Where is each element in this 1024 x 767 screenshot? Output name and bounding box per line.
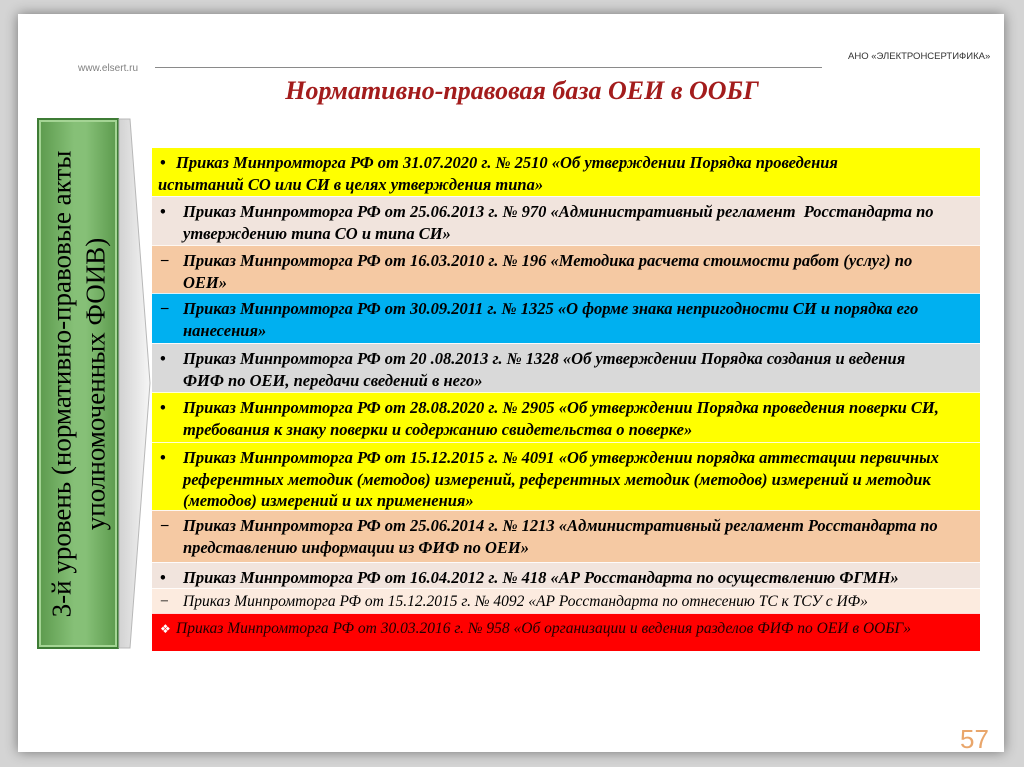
order-text-line: Приказ Минпромторга РФ от 30.09.2011 г. № 1325 «О форме знака непригодности СИ и порядка его [183, 299, 919, 318]
order-text [152, 250, 980, 293]
org-name: АНО «ЭЛЕКТРОНСЕРТИФИКА» [848, 51, 991, 62]
page-number: 57 [960, 724, 989, 754]
level-label-line: 3-й уровень (нормативно-правовые акты [46, 150, 76, 617]
order-text-line: Приказ Минпромторга РФ от 15.12.2015 г. № 4092 «АР Росстандарта по отнесению ТС к ТСУ с ИФ» [183, 593, 868, 610]
order-text [152, 447, 980, 512]
order-text-line: Приказ Минпромторга РФ от 28.08.2020 г. № 2905 «Об утверждении Порядка проведения поверки СИ, [183, 398, 939, 417]
header-divider [155, 67, 822, 68]
bullet-dash-icon: − [160, 251, 170, 270]
order-text-line: испытаний СО или СИ в целях утверждения типа» [158, 174, 544, 194]
order-row [152, 562, 980, 588]
order-row [152, 148, 980, 196]
order-row [152, 293, 980, 343]
order-text-line: представлению информации из ФИФ по ОЕИ» [183, 537, 529, 557]
order-text-line: ФИФ по ОЕИ, передачи сведений в него» [183, 370, 483, 390]
level-label-line: уполномоченных ФОИВ) [80, 237, 110, 530]
order-text-line: Приказ Минпромторга РФ от 20 .08.2013 г. № 1328 «Об утверждении Порядка создания и ведения [183, 349, 906, 368]
order-row [152, 510, 980, 562]
bullet-dash-icon: − [160, 516, 170, 535]
order-row [152, 392, 980, 442]
order-text-line: Приказ Минпромторга РФ от 25.06.2014 г. № 1213 «Административный регламент Росстандарта по [183, 516, 938, 535]
order-row [152, 588, 980, 613]
order-text-line: ОЕИ» [183, 272, 228, 292]
order-text-line: требования к знаку поверки и содержанию свидетельства о поверке» [183, 419, 693, 439]
level-label [39, 120, 117, 647]
bullet-dash-icon: − [160, 299, 170, 318]
order-text [152, 348, 980, 391]
bullet-dot-icon: • [160, 202, 166, 221]
order-row [152, 613, 980, 651]
order-row [152, 442, 980, 510]
order-text [152, 201, 980, 244]
bullet-dot-icon: • [160, 398, 166, 417]
bullet-dot-icon: • [160, 568, 166, 587]
bullet-dot-icon: • [160, 153, 166, 172]
order-text [152, 620, 980, 638]
bullet-dot-icon: • [160, 448, 166, 467]
order-text [152, 515, 980, 558]
order-row [152, 245, 980, 293]
order-text-line: (методов) измерений и их применения» [183, 491, 474, 510]
arrow-shape [118, 118, 152, 649]
order-text [152, 397, 980, 440]
order-text-line: Приказ Минпромторга РФ от 31.07.2020 г. № 2510 «Об утверждении Порядка проведения [176, 153, 838, 172]
order-text [152, 593, 980, 611]
order-text-line: референтных методик (методов) измерений, референтных методик (методов) измерений и методик [183, 469, 931, 489]
order-text-line: Приказ Минпромторга РФ от 25.06.2013 г. № 970 «Административный регламент Росстандарта по [183, 202, 934, 221]
order-text-line: нанесения» [183, 320, 267, 340]
level-panel [37, 118, 119, 649]
bullet-diamond-icon: ❖ [160, 622, 171, 636]
order-text-line: утверждению типа СО и типа СИ» [183, 223, 451, 243]
order-text [152, 152, 980, 195]
order-text [152, 567, 980, 589]
arrow-chevron [119, 119, 150, 648]
bullet-dash-icon: − [160, 593, 169, 610]
website-url: www.elsert.ru [78, 63, 139, 74]
order-row [152, 343, 980, 392]
order-text-line: Приказ Минпромторга РФ от 15.12.2015 г. № 4091 «Об утверждении порядка аттестации первичных [183, 448, 939, 467]
orders-table [152, 148, 980, 651]
order-text [152, 298, 980, 341]
bullet-dot-icon: • [160, 349, 166, 368]
order-row [152, 196, 980, 245]
order-text-line: Приказ Минпромторга РФ от 30.03.2016 г. № 958 «Об организации и ведения разделов ФИФ по ОЕИ в ООБГ» [176, 620, 912, 637]
order-text-line: Приказ Минпромторга РФ от 16.04.2012 г. № 418 «АР Росстандарта по осуществлению ФГМН» [183, 568, 899, 587]
order-text-line: Приказ Минпромторга РФ от 16.03.2010 г. № 196 «Методика расчета стоимости работ (услуг) по [183, 251, 913, 270]
slide-title: Нормативно-правовая база ОЕИ в ООБГ [285, 76, 759, 105]
